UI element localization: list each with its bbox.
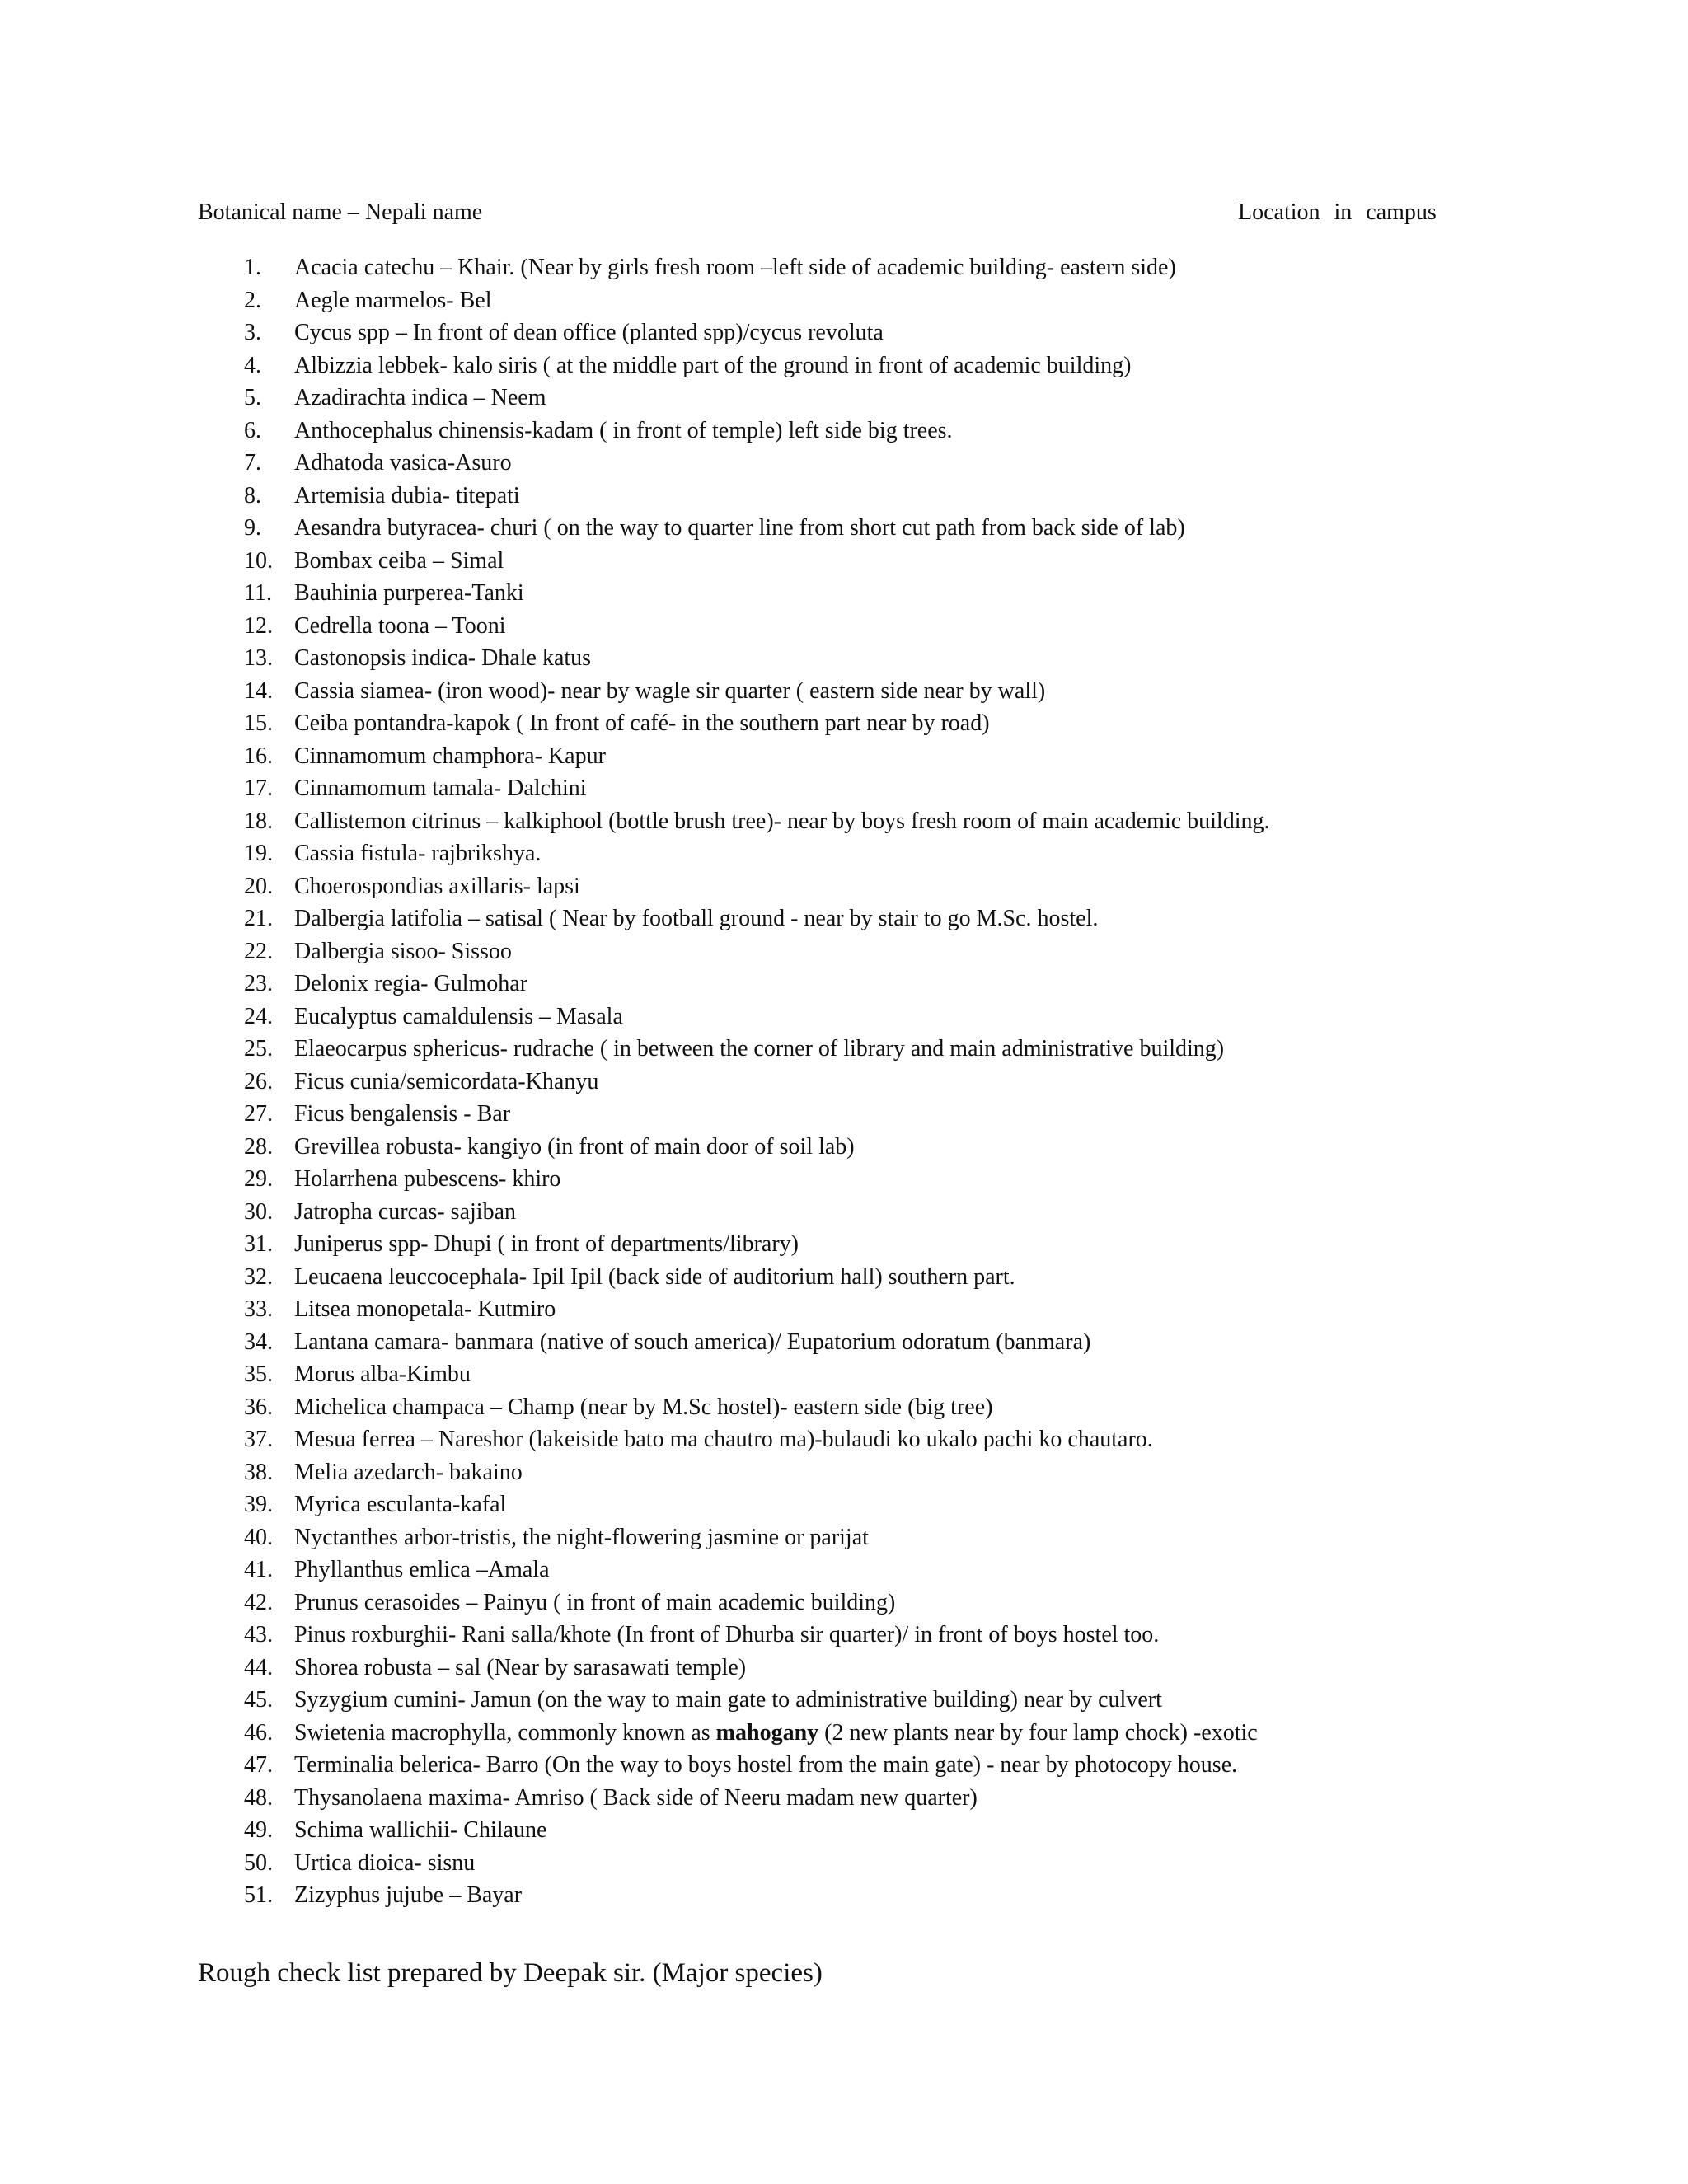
item-text: Grevillea robusta- kangiyo (in front of main door of soil lab) bbox=[294, 1133, 855, 1160]
item-text: Cinnamomum tamala- Dalchini bbox=[294, 776, 587, 801]
species-list-item bbox=[0, 740, 1688, 773]
item-number: 21. bbox=[244, 906, 273, 931]
item-number: 32. bbox=[244, 1263, 273, 1290]
item-number: 19. bbox=[244, 841, 273, 866]
item-number: 50. bbox=[244, 1849, 273, 1876]
item-number: 29. bbox=[244, 1166, 273, 1192]
species-list-item bbox=[0, 480, 1688, 513]
item-number: 17. bbox=[244, 776, 273, 801]
item-text: Phyllanthus emlica –Amala bbox=[294, 1557, 550, 1582]
species-list-item bbox=[0, 1228, 1688, 1261]
item-number: 35. bbox=[244, 1361, 273, 1387]
species-list-item bbox=[0, 284, 1688, 317]
item-number: 23. bbox=[244, 971, 273, 996]
item-text: Morus alba-Kimbu bbox=[294, 1361, 471, 1387]
item-number: 10. bbox=[244, 547, 273, 574]
species-list-item bbox=[0, 837, 1688, 870]
header-botanical-nepali-name: Botanical name – Nepali name bbox=[198, 199, 483, 225]
species-list-item bbox=[0, 415, 1688, 448]
item-number: 34. bbox=[244, 1329, 273, 1355]
item-number: 24. bbox=[244, 1003, 273, 1029]
item-text: Pinus roxburghii- Rani salla/khote (In front of Dhurba sir quarter)/ in front of boys hostel too. bbox=[294, 1622, 1160, 1647]
item-number: 51. bbox=[244, 1882, 273, 1908]
item-text bbox=[294, 1717, 1258, 1750]
item-number: 5. bbox=[244, 385, 261, 410]
item-text: Ficus cunia/semicordata-Khanyu bbox=[294, 1068, 599, 1094]
species-list-item bbox=[0, 512, 1688, 545]
item-text: Anthocephalus chinensis-kadam ( in front of temple) left side big trees. bbox=[294, 417, 953, 443]
species-list-item bbox=[0, 1488, 1688, 1521]
item-number: 25. bbox=[244, 1036, 273, 1062]
item-text: Cinnamomum champhora- Kapur bbox=[294, 743, 606, 769]
item-text: Terminalia belerica- Barro (On the way to boys hostel from the main gate) - near by photocopy house. bbox=[294, 1752, 1238, 1778]
species-list-item bbox=[0, 1131, 1688, 1164]
item-text: Cycus spp – In front of dean office (planted spp)/cycus revoluta bbox=[294, 320, 884, 345]
item-number: 9. bbox=[244, 515, 261, 541]
species-list-item bbox=[0, 1001, 1688, 1033]
item-text: Michelica champaca – Champ (near by M.Sc hostel)- eastern side (big tree) bbox=[294, 1394, 993, 1420]
item-number: 43. bbox=[244, 1622, 273, 1647]
species-list-item bbox=[0, 1066, 1688, 1099]
item-text: Aegle marmelos- Bel bbox=[294, 287, 492, 313]
species-list-item bbox=[0, 935, 1688, 968]
species-list-item bbox=[0, 1521, 1688, 1554]
species-list-item bbox=[0, 1326, 1688, 1359]
item-text: Bauhinia purperea-Tanki bbox=[294, 580, 524, 606]
species-list-item bbox=[0, 545, 1688, 578]
item-number: 7. bbox=[244, 450, 261, 476]
item-number: 12. bbox=[244, 612, 273, 639]
species-list-item bbox=[0, 1749, 1688, 1782]
item-text: Jatropha curcas- sajiban bbox=[294, 1198, 516, 1225]
item-number: 18. bbox=[244, 808, 273, 834]
species-list-item bbox=[0, 1391, 1688, 1424]
species-list-item bbox=[0, 1196, 1688, 1229]
item-number: 13. bbox=[244, 645, 273, 671]
item-number: 40. bbox=[244, 1524, 273, 1550]
item-text: Juniperus spp- Dhupi ( in front of departments/library) bbox=[294, 1231, 799, 1257]
species-list-item bbox=[0, 805, 1688, 838]
item-text: Azadirachta indica – Neem bbox=[294, 385, 546, 410]
species-list-item bbox=[0, 1358, 1688, 1391]
item-text: Acacia catechu – Khair. (Near by girls fresh room –left side of academic building- eastern side) bbox=[294, 255, 1176, 280]
item-number: 16. bbox=[244, 743, 273, 769]
item-text: Dalbergia sisoo- Sissoo bbox=[294, 938, 512, 964]
item-number: 27. bbox=[244, 1101, 273, 1127]
species-list-item bbox=[0, 349, 1688, 382]
item-text: Ficus bengalensis - Bar bbox=[294, 1101, 511, 1127]
item-number: 6. bbox=[244, 417, 261, 443]
item-text: Albizzia lebbek- kalo siris ( at the middle part of the ground in front of academic building) bbox=[294, 352, 1132, 378]
species-list-item bbox=[0, 1619, 1688, 1652]
item-text: Myrica esculanta-kafal bbox=[294, 1492, 507, 1517]
species-list-item bbox=[0, 1879, 1688, 1912]
species-list-item bbox=[0, 1098, 1688, 1131]
species-list bbox=[0, 251, 1688, 1912]
item-number: 4. bbox=[244, 352, 261, 378]
item-text: Castonopsis indica- Dhale katus bbox=[294, 645, 592, 671]
species-list-item bbox=[0, 316, 1688, 349]
item-number: 33. bbox=[244, 1296, 273, 1322]
species-list-item bbox=[0, 1782, 1688, 1815]
item-text: Mesua ferrea – Nareshor (lakeiside bato ma chautro ma)-bulaudi ko ukalo pachi ko chautaro. bbox=[294, 1427, 1153, 1452]
footer-note: Rough check list prepared by Deepak sir. (Major species) bbox=[198, 1958, 823, 1988]
item-text: Prunus cerasoides – Painyu ( in front of main academic building) bbox=[294, 1589, 896, 1615]
item-number: 31. bbox=[244, 1231, 273, 1257]
species-list-item bbox=[0, 1684, 1688, 1717]
item-text: Leucaena leuccocephala- Ipil Ipil (back side of auditorium hall) southern part. bbox=[294, 1263, 1015, 1290]
species-list-item bbox=[0, 577, 1688, 610]
item-text-part: Swietenia macrophylla, commonly known as bbox=[294, 1719, 716, 1746]
item-text: Holarrhena pubescens- khiro bbox=[294, 1166, 561, 1192]
item-text: Cassia fistula- rajbrikshya. bbox=[294, 841, 542, 866]
item-text: Eucalyptus camaldulensis – Masala bbox=[294, 1003, 623, 1029]
species-list-item bbox=[0, 675, 1688, 708]
species-list-item bbox=[0, 772, 1688, 805]
item-number: 38. bbox=[244, 1459, 273, 1485]
item-text-bold: mahogany bbox=[715, 1719, 819, 1746]
species-list-item bbox=[0, 902, 1688, 935]
item-number: 48. bbox=[244, 1784, 273, 1811]
species-list-item bbox=[0, 1814, 1688, 1847]
item-number: 20. bbox=[244, 873, 273, 899]
item-number: 3. bbox=[244, 320, 261, 345]
item-text: Urtica dioica- sisnu bbox=[294, 1849, 476, 1876]
item-number: 49. bbox=[244, 1817, 273, 1843]
item-text: Artemisia dubia- titepati bbox=[294, 482, 520, 509]
item-text: Adhatoda vasica-Asuro bbox=[294, 450, 512, 476]
item-number: 26. bbox=[244, 1068, 273, 1094]
item-text: Callistemon citrinus – kalkiphool (bottle brush tree)- near by boys fresh room of main academic building. bbox=[294, 808, 1270, 834]
item-text: Shorea robusta – sal (Near by sarasawati temple) bbox=[294, 1654, 747, 1680]
species-list-item bbox=[0, 1456, 1688, 1489]
species-list-item bbox=[0, 447, 1688, 480]
species-list-item bbox=[0, 1293, 1688, 1326]
item-number: 37. bbox=[244, 1427, 273, 1452]
item-number: 15. bbox=[244, 710, 273, 736]
item-text: Dalbergia latifolia – satisal ( Near by football ground - near by stair to go M.Sc. hostel. bbox=[294, 906, 1099, 931]
header-location-in-campus: Location in campus bbox=[1238, 199, 1437, 225]
species-list-item bbox=[0, 382, 1688, 415]
species-list-item bbox=[0, 707, 1688, 740]
item-number: 2. bbox=[244, 287, 261, 313]
species-list-item bbox=[0, 642, 1688, 675]
item-text: Schima wallichii- Chilaune bbox=[294, 1817, 547, 1843]
item-number: 1. bbox=[244, 255, 261, 280]
item-number: 22. bbox=[244, 938, 273, 964]
item-text: Syzygium cumini- Jamun (on the way to main gate to administrative building) near by culvert bbox=[294, 1687, 1162, 1713]
item-number: 39. bbox=[244, 1492, 273, 1517]
item-number: 28. bbox=[244, 1133, 273, 1160]
item-text-part: (2 new plants near by four lamp chock) -exotic bbox=[818, 1719, 1258, 1746]
species-list-item bbox=[0, 1847, 1688, 1880]
species-list-item bbox=[0, 1033, 1688, 1066]
item-text: Nyctanthes arbor-tristis, the night-flowering jasmine or parijat bbox=[294, 1524, 869, 1550]
item-number: 14. bbox=[244, 677, 273, 704]
item-text: Elaeocarpus sphericus- rudrache ( in between the corner of library and main administrative building) bbox=[294, 1036, 1225, 1062]
item-text: Zizyphus jujube – Bayar bbox=[294, 1882, 523, 1908]
species-list-item bbox=[0, 870, 1688, 903]
list-header bbox=[198, 196, 1500, 229]
item-text: Melia azedarch- bakaino bbox=[294, 1459, 523, 1485]
item-number: 8. bbox=[244, 482, 261, 509]
item-number: 46. bbox=[244, 1719, 273, 1746]
species-list-item bbox=[0, 1554, 1688, 1586]
item-number: 45. bbox=[244, 1687, 273, 1713]
species-list-item bbox=[0, 968, 1688, 1001]
item-text: Lantana camara- banmara (native of souch america)/ Eupatorium odoratum (banmara) bbox=[294, 1329, 1091, 1355]
item-text: Delonix regia- Gulmohar bbox=[294, 971, 528, 996]
species-list-item bbox=[0, 1586, 1688, 1619]
species-list-item bbox=[0, 1652, 1688, 1685]
item-text: Choerospondias axillaris- lapsi bbox=[294, 873, 580, 899]
item-number: 30. bbox=[244, 1198, 273, 1225]
item-text: Cedrella toona – Tooni bbox=[294, 612, 506, 639]
species-list-item bbox=[0, 1717, 1688, 1750]
item-number: 41. bbox=[244, 1557, 273, 1582]
item-number: 11. bbox=[244, 580, 272, 606]
item-text: Thysanolaena maxima- Amriso ( Back side of Neeru madam new quarter) bbox=[294, 1784, 978, 1811]
species-list-item bbox=[0, 610, 1688, 643]
item-text: Bombax ceiba – Simal bbox=[294, 547, 504, 574]
item-text: Aesandra butyracea- churi ( on the way to quarter line from short cut path from back side of lab) bbox=[294, 515, 1185, 541]
species-list-item bbox=[0, 251, 1688, 284]
item-number: 47. bbox=[244, 1752, 273, 1778]
species-list-item bbox=[0, 1423, 1688, 1456]
item-number: 36. bbox=[244, 1394, 273, 1420]
item-text: Litsea monopetala- Kutmiro bbox=[294, 1296, 556, 1322]
species-list-item bbox=[0, 1163, 1688, 1196]
item-text: Ceiba pontandra-kapok ( In front of café- in the southern part near by road) bbox=[294, 710, 990, 736]
item-number: 42. bbox=[244, 1589, 273, 1615]
item-text: Cassia siamea- (iron wood)- near by wagle sir quarter ( eastern side near by wall) bbox=[294, 677, 1046, 704]
item-number: 44. bbox=[244, 1654, 273, 1680]
species-list-item bbox=[0, 1261, 1688, 1294]
